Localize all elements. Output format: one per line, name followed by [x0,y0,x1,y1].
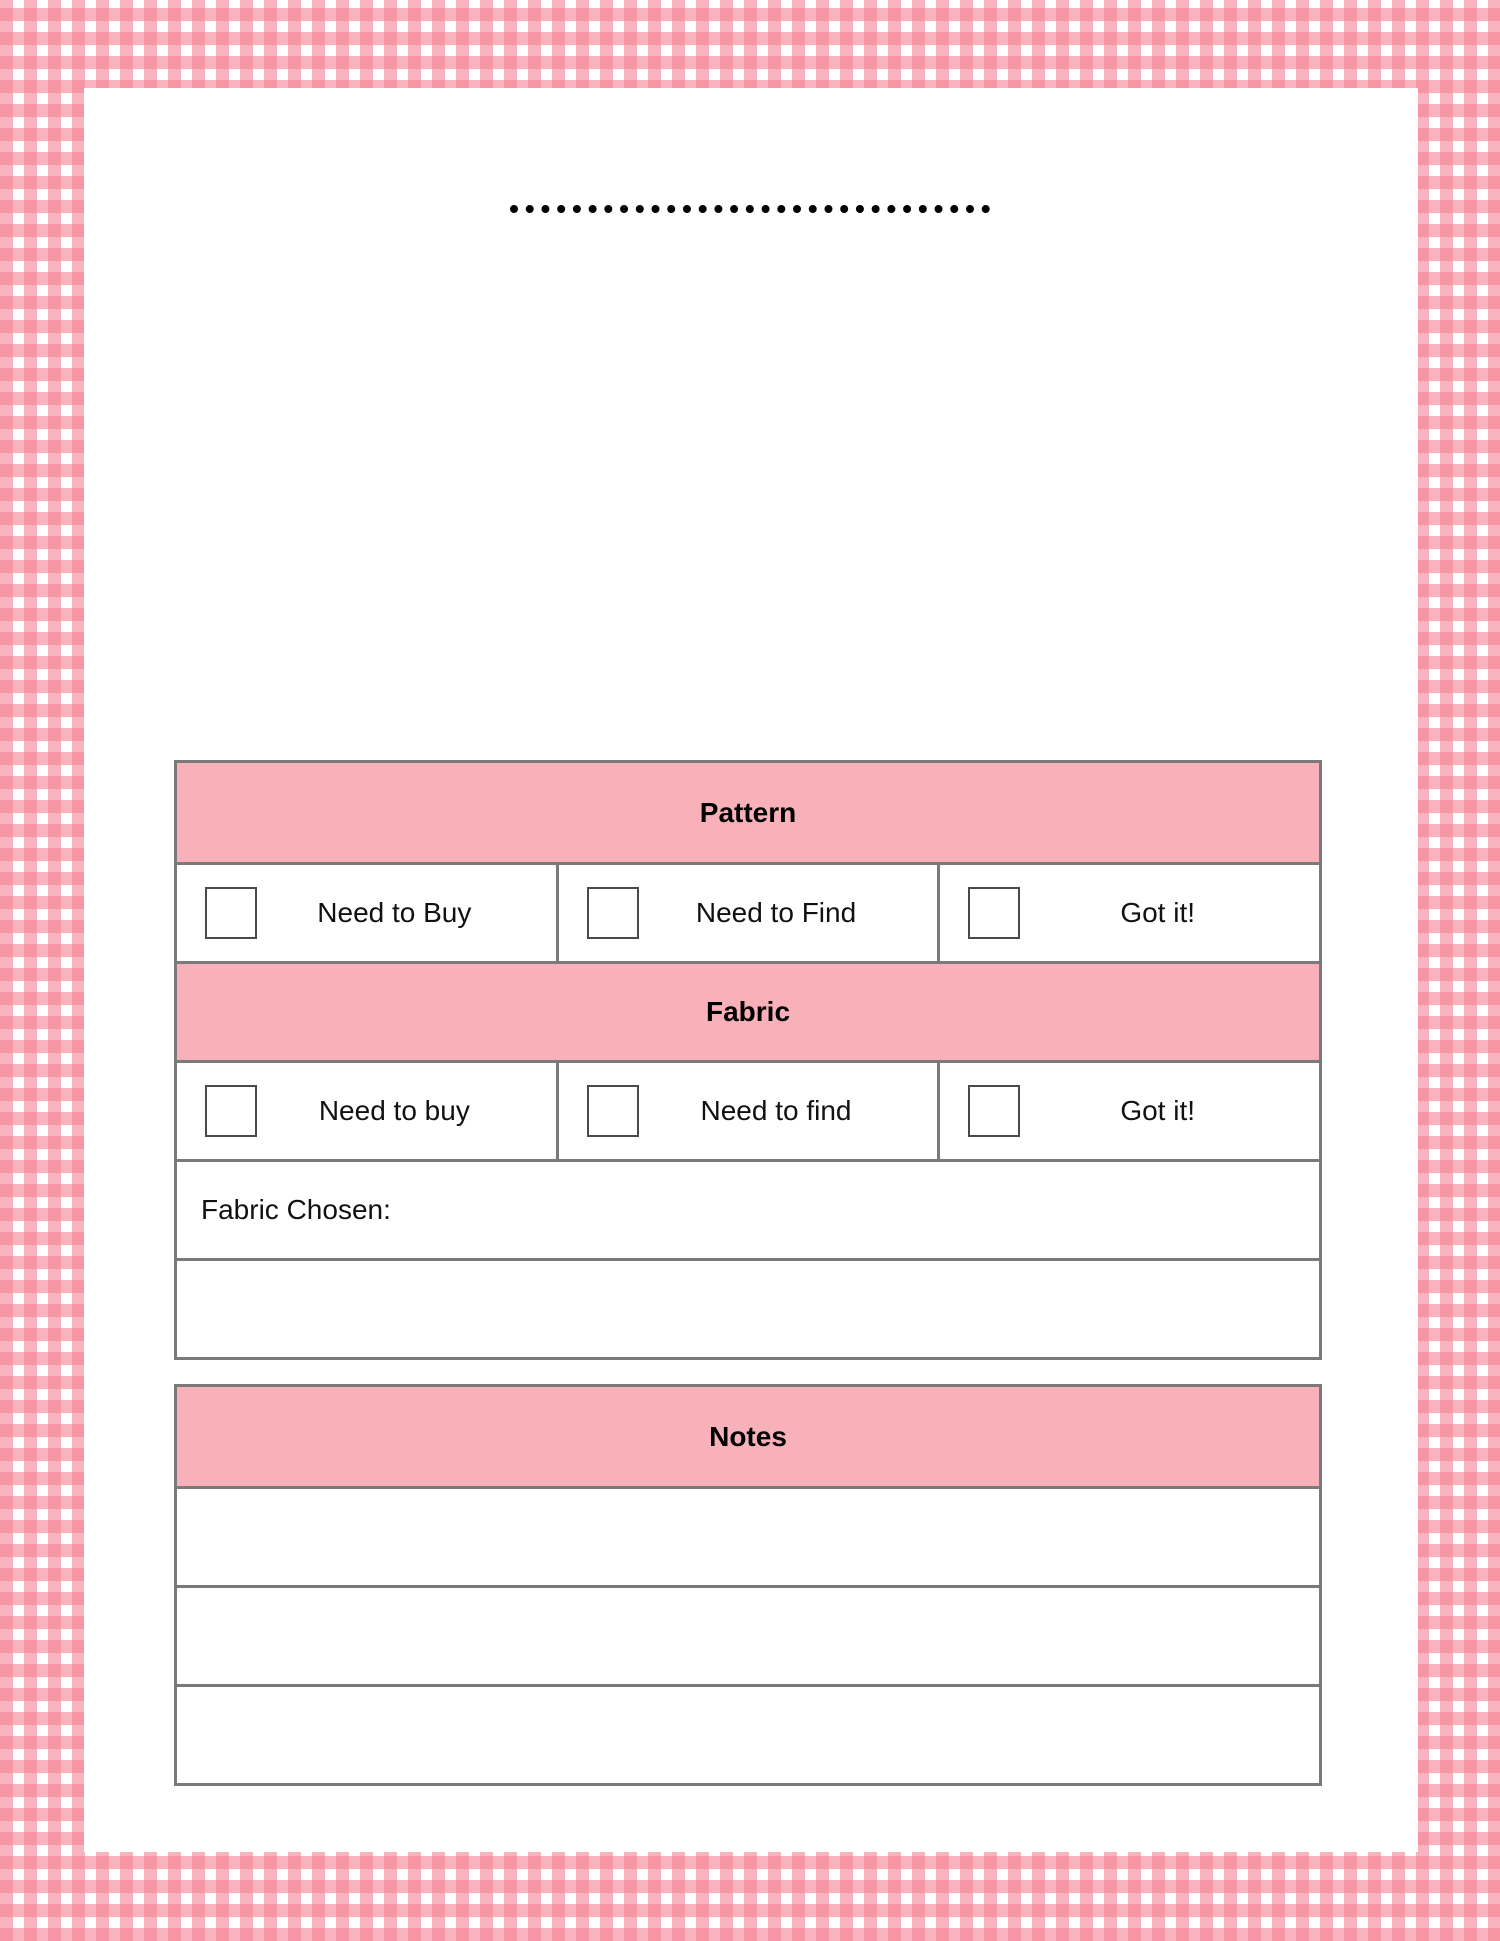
fabric-header-label: Fabric [705,996,791,1027]
planner-page [84,88,1418,1852]
fabric-need-to-find-label: Need to find [700,1095,852,1126]
fabric-chosen-row[interactable] [177,1159,1319,1258]
pattern-header-label: Pattern [699,796,797,828]
fabric-got-it-label: Got it! [1120,1095,1196,1126]
pattern-option-got-it[interactable] [937,865,1319,961]
fabric-chosen-label: Fabric Chosen: [201,1194,391,1225]
notes-line[interactable] [177,1684,1319,1783]
pattern-option-need-to-find[interactable] [556,865,938,961]
notes-header-label: Notes [709,1420,787,1452]
pattern-need-to-buy-label: Need to Buy [317,897,472,928]
pattern-fabric-table [174,760,1322,1360]
fabric-chosen-blank-row[interactable] [177,1258,1319,1357]
notes-header [177,1387,1319,1486]
fabric-header [177,961,1319,1060]
notes-line[interactable] [177,1486,1319,1585]
title-blank-line[interactable] [510,205,990,213]
fabric-option-got-it[interactable] [937,1063,1319,1159]
pattern-got-it-checkbox[interactable] [968,887,1020,939]
fabric-need-to-find-checkbox[interactable] [587,1085,639,1137]
fabric-option-need-to-buy[interactable] [177,1063,556,1159]
pattern-options-row [177,862,1319,961]
fabric-need-to-buy-checkbox[interactable] [205,1085,257,1137]
pattern-got-it-label: Got it! [1120,897,1196,928]
fabric-need-to-buy-label: Need to buy [318,1095,470,1126]
notes-table [174,1384,1322,1786]
fabric-options-row [177,1060,1319,1159]
pattern-header [177,763,1319,862]
fabric-option-need-to-find[interactable] [556,1063,938,1159]
pattern-need-to-find-checkbox[interactable] [587,887,639,939]
fabric-got-it-checkbox[interactable] [968,1085,1020,1137]
pattern-option-need-to-buy[interactable] [177,865,556,961]
pattern-need-to-find-label: Need to Find [695,897,857,928]
notes-line[interactable] [177,1585,1319,1684]
pattern-need-to-buy-checkbox[interactable] [205,887,257,939]
